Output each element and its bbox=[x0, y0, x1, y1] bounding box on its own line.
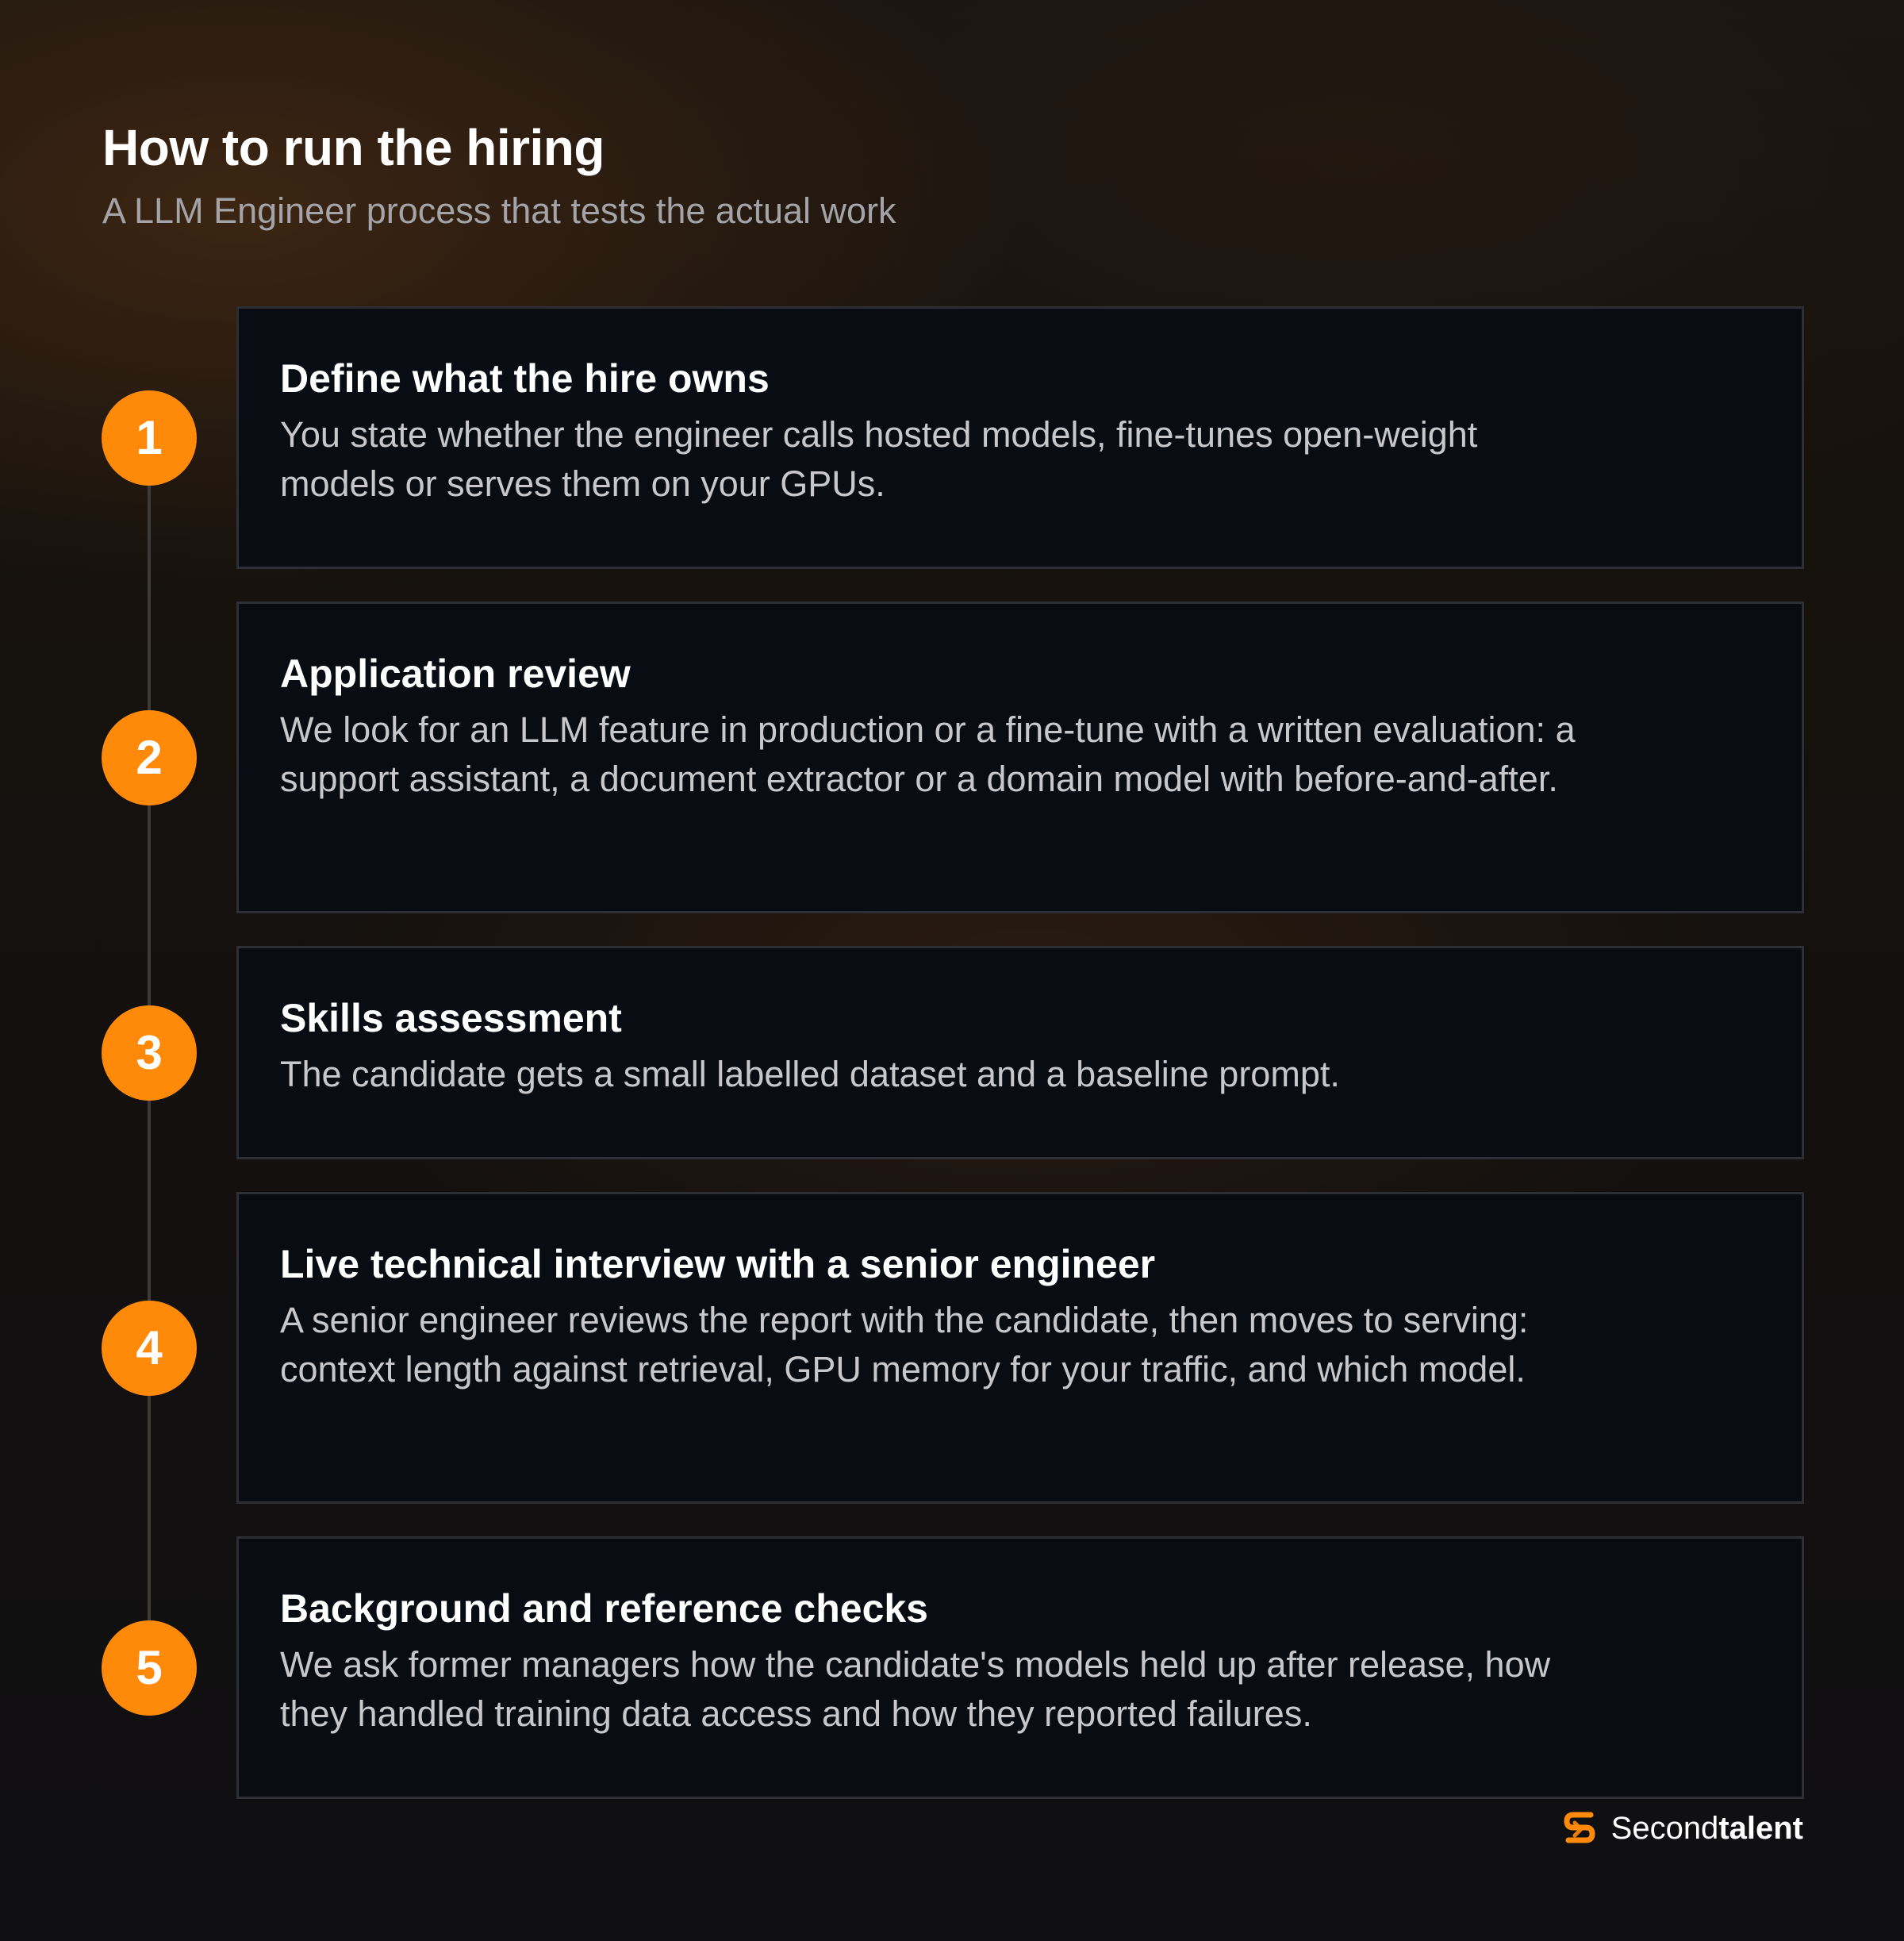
step-skills-assessment bbox=[0, 946, 1904, 1159]
brand-logo bbox=[1559, 1808, 1803, 1849]
step-card bbox=[236, 946, 1804, 1159]
brand-name bbox=[1611, 1808, 1803, 1848]
step-application-review bbox=[0, 602, 1904, 913]
step-number-badge: 1 bbox=[102, 390, 197, 486]
step-define-ownership bbox=[0, 306, 1904, 569]
step-title: Skills assessment bbox=[280, 996, 622, 1040]
page-subtitle: A LLM Engineer process that tests the actual work bbox=[102, 190, 896, 231]
step-technical-interview bbox=[0, 1192, 1904, 1504]
step-number-badge: 5 bbox=[102, 1620, 197, 1716]
page-title: How to run the hiring bbox=[102, 119, 605, 176]
step-title: Application review bbox=[280, 651, 631, 696]
step-reference-checks bbox=[0, 1536, 1904, 1799]
step-card bbox=[236, 1192, 1804, 1504]
step-card bbox=[236, 1536, 1804, 1799]
brand-name-bold: talent bbox=[1718, 1811, 1803, 1846]
step-description: We ask former managers how the candidate's models held up after release, how they handled training data access and how they reported failures. bbox=[280, 1644, 1551, 1734]
page-header bbox=[102, 116, 896, 233]
step-card bbox=[236, 306, 1804, 569]
step-card bbox=[236, 602, 1804, 913]
step-title: Define what the hire owns bbox=[280, 356, 770, 401]
step-number-badge: 4 bbox=[102, 1301, 197, 1396]
step-title: Background and reference checks bbox=[280, 1586, 928, 1631]
brand-name-light: Second bbox=[1610, 1811, 1719, 1846]
step-description: You state whether the engineer calls hosted models, fine-tunes open-weight models or serves them on your GPUs. bbox=[280, 414, 1478, 504]
step-description: We look for an LLM feature in production or a fine-tune with a written evaluation: a support assistant, a document extractor or a domain model with before-and-after. bbox=[280, 709, 1576, 799]
step-description: The candidate gets a small labelled dataset and a baseline prompt. bbox=[280, 1054, 1340, 1094]
step-description: A senior engineer reviews the report with the candidate, then moves to serving: context length against retrieval, GPU memory for your traffic, and which model. bbox=[280, 1300, 1529, 1389]
step-number-badge: 2 bbox=[102, 710, 197, 805]
step-number-badge: 3 bbox=[102, 1005, 197, 1101]
secondtalent-s-logo-icon bbox=[1559, 1808, 1600, 1849]
step-title: Live technical interview with a senior engineer bbox=[280, 1242, 1156, 1286]
